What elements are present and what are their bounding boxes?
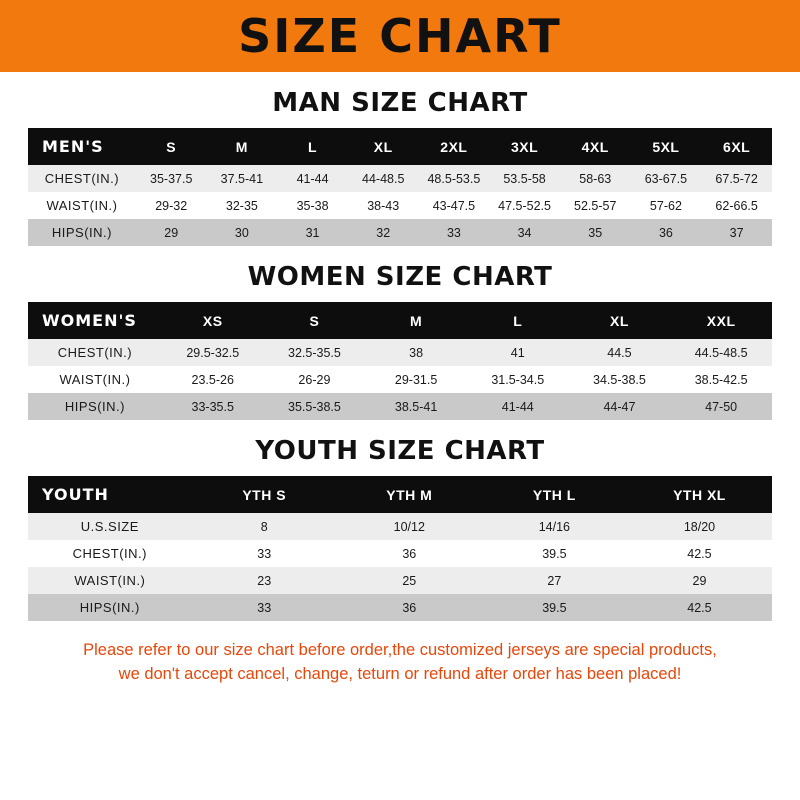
table-cell: 39.5 xyxy=(482,594,627,621)
column-header: XS xyxy=(162,302,264,339)
column-header: 5XL xyxy=(631,128,702,165)
table-cell: 35-38 xyxy=(277,192,348,219)
column-header: XL xyxy=(348,128,419,165)
column-header: L xyxy=(467,302,569,339)
table-cell: 42.5 xyxy=(627,594,772,621)
column-header: 6XL xyxy=(701,128,772,165)
policy-note xyxy=(28,639,772,687)
table-cell: 14/16 xyxy=(482,513,627,540)
table-cell: 33 xyxy=(192,594,337,621)
column-header: S xyxy=(264,302,366,339)
table-cell: 37 xyxy=(701,219,772,246)
table-cell: 58-63 xyxy=(560,165,631,192)
table-cell: 47.5-52.5 xyxy=(489,192,560,219)
table-cell: 43-47.5 xyxy=(419,192,490,219)
header-band-center xyxy=(40,0,760,72)
table-cell: 42.5 xyxy=(627,540,772,567)
table-cell: 31 xyxy=(277,219,348,246)
table-cell: 63-67.5 xyxy=(631,165,702,192)
header-band-right xyxy=(760,0,800,72)
table-cell: 25 xyxy=(337,567,482,594)
table-cell: 41 xyxy=(467,339,569,366)
column-header: XXL xyxy=(670,302,772,339)
man-size-table xyxy=(28,128,772,246)
row-header: CHEST(IN.) xyxy=(28,540,192,567)
column-header: WOMEN'S xyxy=(28,302,162,339)
table-cell: 62-66.5 xyxy=(701,192,772,219)
table-cell: 36 xyxy=(631,219,702,246)
column-header: 4XL xyxy=(560,128,631,165)
column-header: YTH S xyxy=(192,476,337,513)
table-cell: 30 xyxy=(207,219,278,246)
table-row xyxy=(28,513,772,540)
policy-note-line-1: Please refer to our size chart before order,the customized jerseys are special products, xyxy=(83,641,717,659)
row-header: WAIST(IN.) xyxy=(28,366,162,393)
table-cell: 34 xyxy=(489,219,560,246)
table-cell: 57-62 xyxy=(631,192,702,219)
table-cell: 41-44 xyxy=(467,393,569,420)
column-header: YOUTH xyxy=(28,476,192,513)
youth-size-table xyxy=(28,476,772,621)
table-cell: 18/20 xyxy=(627,513,772,540)
table-cell: 41-44 xyxy=(277,165,348,192)
table-cell: 35.5-38.5 xyxy=(264,393,366,420)
table-cell: 47-50 xyxy=(670,393,772,420)
table-cell: 33 xyxy=(192,540,337,567)
column-header: 2XL xyxy=(419,128,490,165)
table-cell: 67.5-72 xyxy=(701,165,772,192)
table-cell: 52.5-57 xyxy=(560,192,631,219)
table-cell: 48.5-53.5 xyxy=(419,165,490,192)
table-cell: 32-35 xyxy=(207,192,278,219)
header-band xyxy=(0,0,800,72)
man-section-title: MAN SIZE CHART xyxy=(272,88,528,118)
row-header: WAIST(IN.) xyxy=(28,567,192,594)
row-header: HIPS(IN.) xyxy=(28,219,136,246)
table-cell: 8 xyxy=(192,513,337,540)
table-cell: 44.5-48.5 xyxy=(670,339,772,366)
table-cell: 53.5-58 xyxy=(489,165,560,192)
page-title: SIZE CHART xyxy=(238,9,562,63)
table-cell: 29 xyxy=(627,567,772,594)
header-band-left xyxy=(0,0,40,72)
table-cell: 29.5-32.5 xyxy=(162,339,264,366)
table-cell: 29 xyxy=(136,219,207,246)
table-row xyxy=(28,567,772,594)
column-header: XL xyxy=(569,302,671,339)
table-cell: 34.5-38.5 xyxy=(569,366,671,393)
column-header: YTH XL xyxy=(627,476,772,513)
table-cell: 38-43 xyxy=(348,192,419,219)
table-cell: 27 xyxy=(482,567,627,594)
table-row xyxy=(28,339,772,366)
women-section-title: WOMEN SIZE CHART xyxy=(247,262,553,292)
table-row xyxy=(28,540,772,567)
table-row xyxy=(28,165,772,192)
table-header-row xyxy=(28,128,772,165)
table-header-row xyxy=(28,302,772,339)
table-row xyxy=(28,192,772,219)
women-size-table xyxy=(28,302,772,420)
column-header: M xyxy=(207,128,278,165)
table-cell: 32.5-35.5 xyxy=(264,339,366,366)
table-cell: 23.5-26 xyxy=(162,366,264,393)
table-cell: 35 xyxy=(560,219,631,246)
table-cell: 38.5-41 xyxy=(365,393,467,420)
column-header: S xyxy=(136,128,207,165)
table-cell: 29-31.5 xyxy=(365,366,467,393)
table-cell: 36 xyxy=(337,540,482,567)
youth-section-title: YOUTH SIZE CHART xyxy=(255,436,545,466)
table-cell: 10/12 xyxy=(337,513,482,540)
column-header: M xyxy=(365,302,467,339)
row-header: HIPS(IN.) xyxy=(28,393,162,420)
table-cell: 32 xyxy=(348,219,419,246)
table-row xyxy=(28,219,772,246)
table-cell: 26-29 xyxy=(264,366,366,393)
row-header: CHEST(IN.) xyxy=(28,165,136,192)
table-cell: 33 xyxy=(419,219,490,246)
column-header: YTH M xyxy=(337,476,482,513)
row-header: WAIST(IN.) xyxy=(28,192,136,219)
column-header: MEN'S xyxy=(28,128,136,165)
table-cell: 37.5-41 xyxy=(207,165,278,192)
table-cell: 36 xyxy=(337,594,482,621)
table-cell: 31.5-34.5 xyxy=(467,366,569,393)
table-cell: 44-48.5 xyxy=(348,165,419,192)
table-cell: 23 xyxy=(192,567,337,594)
row-header: U.S.SIZE xyxy=(28,513,192,540)
table-cell: 44.5 xyxy=(569,339,671,366)
table-cell: 38 xyxy=(365,339,467,366)
row-header: HIPS(IN.) xyxy=(28,594,192,621)
column-header: YTH L xyxy=(482,476,627,513)
table-cell: 33-35.5 xyxy=(162,393,264,420)
table-cell: 38.5-42.5 xyxy=(670,366,772,393)
table-row xyxy=(28,366,772,393)
column-header: L xyxy=(277,128,348,165)
table-cell: 44-47 xyxy=(569,393,671,420)
table-row xyxy=(28,594,772,621)
content xyxy=(0,88,800,687)
table-row xyxy=(28,393,772,420)
row-header: CHEST(IN.) xyxy=(28,339,162,366)
policy-note-line-2: we don't accept cancel, change, teturn or refund after order has been placed! xyxy=(118,664,682,683)
table-cell: 39.5 xyxy=(482,540,627,567)
column-header: 3XL xyxy=(489,128,560,165)
table-cell: 29-32 xyxy=(136,192,207,219)
table-header-row xyxy=(28,476,772,513)
table-cell: 35-37.5 xyxy=(136,165,207,192)
